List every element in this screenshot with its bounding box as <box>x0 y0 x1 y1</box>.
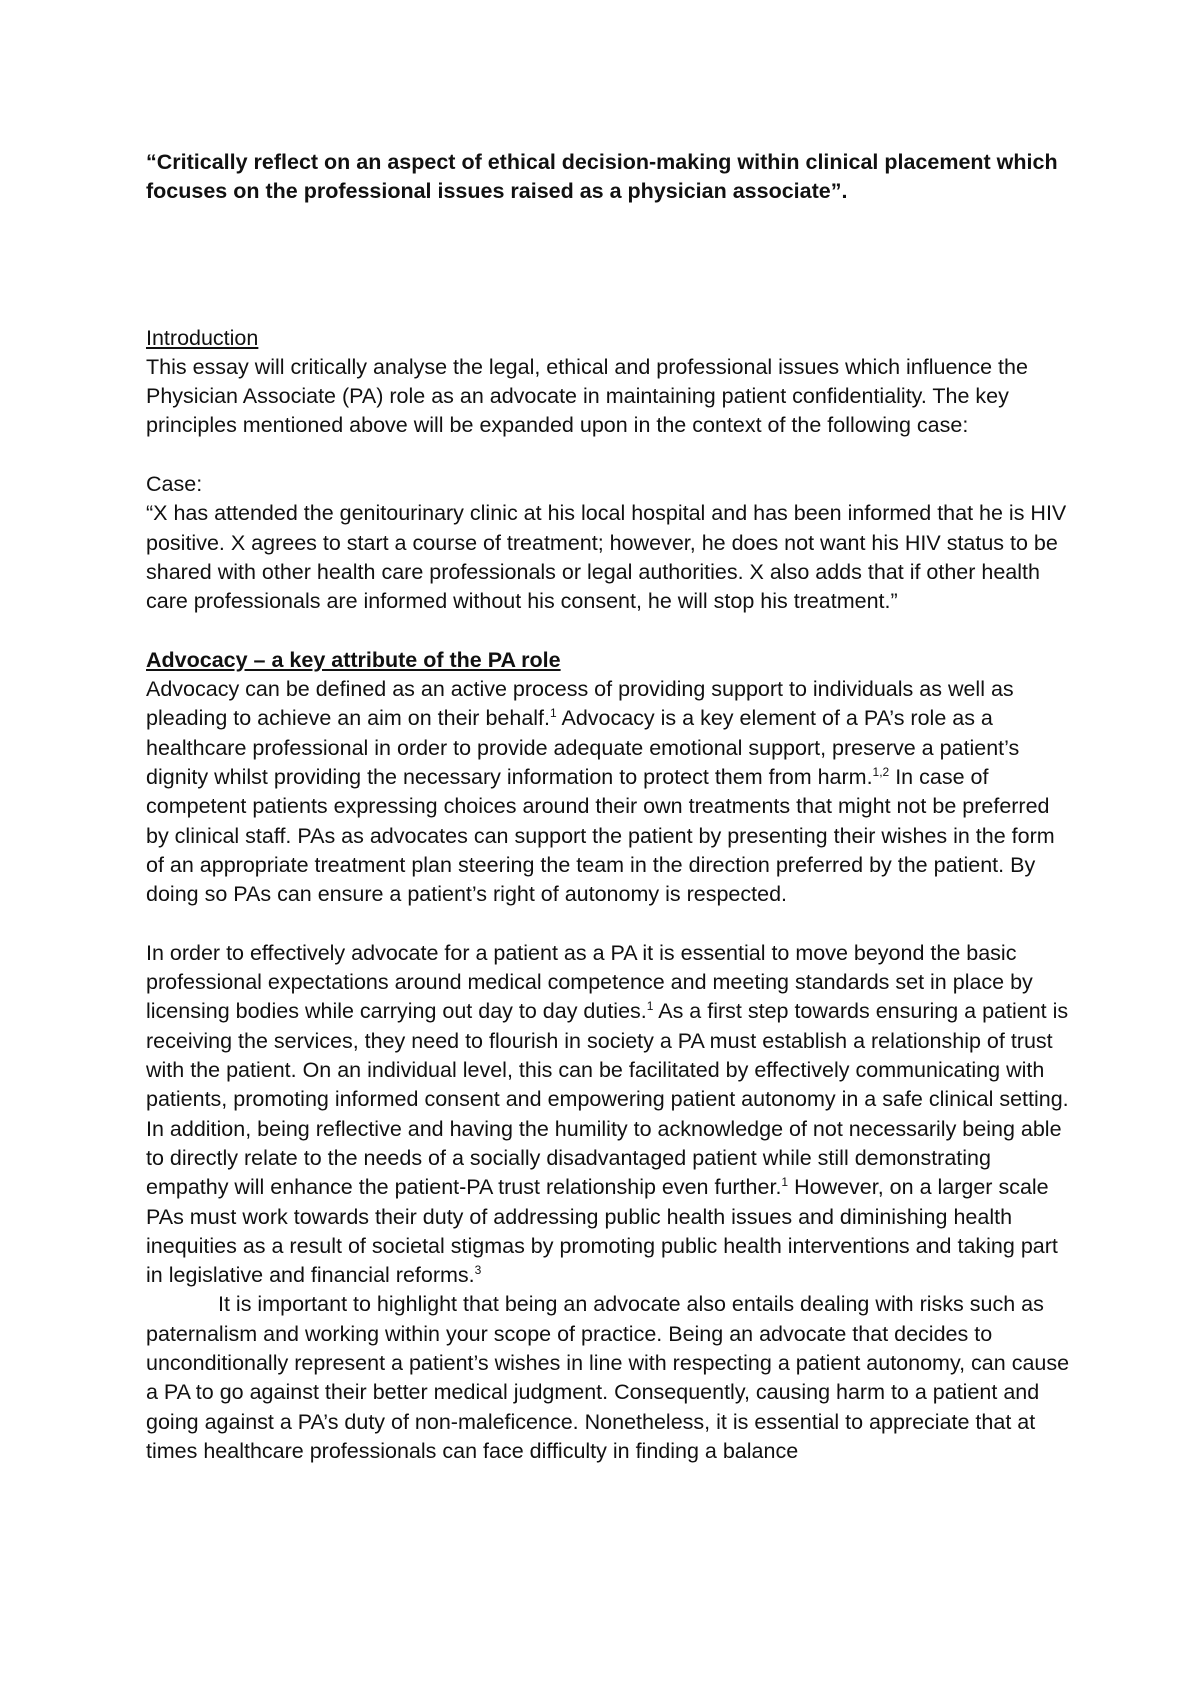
introduction-paragraph: This essay will critically analyse the legal, ethical and professional issues which influence the Physician Associate (PA) role as an advocate in maintaining patient confidentiality. The key principles mentioned above will be expanded upon in the context of the following case: <box>146 354 1028 438</box>
case-label: Case: <box>146 472 203 497</box>
advocacy-p1-text-b: Advocacy is a key element of a PA’s role as a healthcare professional in order to provide adequate emotional support, preserve a patient’s dignity whilst providing the necessary information to protect them from harm. <box>146 706 1020 790</box>
advocacy-p1-text-a: Advocacy can be defined as an active process of providing support to individuals as well as pleading to achieve an aim on their behalf. <box>146 677 1014 731</box>
advocacy-p2-text-b: As a first step towards ensuring a patient is receiving the services, they need to flourish in society a PA must establish a relationship of trust with the patient. On an individual level, this can be facilitated by effectively communicating with patients, promoting informed consent and empowering patient autonomy in a safe clinical setting. In addition, being reflective and having the humility to acknowledge of not necessarily being able to directly relate to the needs of a socially disadvantaged patient while still demonstrating empathy will enhance the patient-PA trust relationship even further. <box>146 999 1069 1200</box>
advocacy-p2-text-c: However, on a larger scale PAs must work towards their duty of addressing public health issues and diminishing health inequities as a result of societal stigmas by promoting public health interventions and taking part in legislative and financial reforms. <box>146 1175 1058 1288</box>
spacer <box>146 441 1076 470</box>
advocacy-paragraph-1 <box>146 675 1076 909</box>
spacer <box>146 617 1076 646</box>
document-page <box>146 148 1076 1466</box>
case-text: “X has attended the genitourinary clinic at his local hospital and has been informed that he is HIV positive. X agrees to start a course of treatment; however, he does not want his HIV status to be shared with other health care professionals or legal authorities. X also adds that if other health care professionals are informed without his consent, he will stop his treatment.” <box>146 501 1067 614</box>
citation-superscript: 1,2 <box>872 765 890 780</box>
advocacy-paragraph-2 <box>146 939 1076 1291</box>
advocacy-p2-text-a: In order to effectively advocate for a patient as a PA it is essential to move beyond the basic professional expectations around medical competence and meeting standards set in place by licensing bodies while carrying out day to day duties. <box>146 940 1033 1024</box>
advocacy-p1-text-c: In case of competent patients expressing choices around their own treatments that might not be preferred by clinical staff. PAs as advocates can support the patient by presenting their wishes in the form of an appropriate treatment plan steering the team in the direction preferred by the patient. By doing so PAs can ensure a patient’s right of autonomy is respected. <box>146 765 1055 907</box>
citation-superscript: 3 <box>474 1263 482 1278</box>
essay-title: “Critically reflect on an aspect of ethical decision-making within clinical placement which focuses on the professional issues raised as a physician associate”. <box>146 150 1058 204</box>
citation-superscript: 1 <box>550 706 557 721</box>
spacer <box>146 910 1076 939</box>
introduction-heading: Introduction <box>146 325 259 350</box>
citation-superscript: 1 <box>781 1175 789 1190</box>
advocacy-paragraph-3: It is important to highlight that being an advocate also entails dealing with risks such as paternalism and working within your scope of practice. Being an advocate that decides to unconditionally represent a patient’s wishes in line with respecting a patient autonomy, can cause a PA to go against their better medical judgment. Consequently, causing harm to a patient and going against a PA’s duty of non-maleficence. Nonetheless, it is essential to appreciate that at times healthcare professionals can face difficulty in finding a balance <box>146 1292 1070 1463</box>
citation-superscript: 1 <box>646 999 654 1014</box>
advocacy-heading: Advocacy – a key attribute of the PA role <box>146 647 561 672</box>
